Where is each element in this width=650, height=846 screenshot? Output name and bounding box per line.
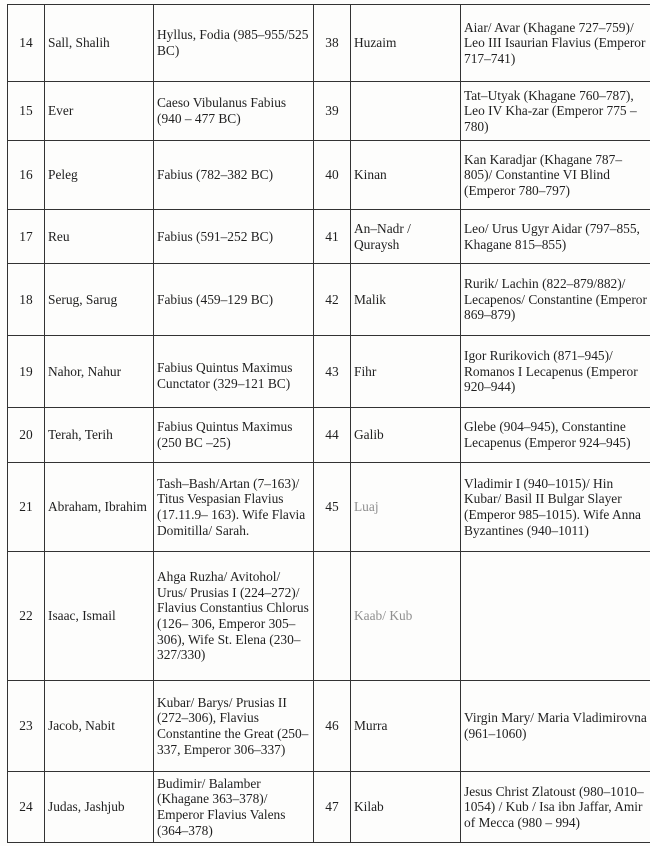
biblical-name: Isaac, Ismail [45,552,154,681]
table-row [8,5,650,82]
arabic-name: Kinan [351,141,461,210]
arabic-name: An–Nadr / Quraysh [351,210,461,264]
historical-identity: Glebe (904–945), Constantine Lecapenus (Emperor 924–945) [461,408,650,463]
generation-number: 42 [314,264,351,336]
historical-identity: Kubar/ Barys/ Prusias II (272–306), Flavius Constantine the Great (250–337, Emperor 306–337) [154,681,314,772]
biblical-name: Peleg [45,141,154,210]
biblical-name: Abraham, Ibrahim [45,463,154,552]
table-row [8,681,650,772]
biblical-name: Serug, Sarug [45,264,154,336]
historical-identity: Budimir/ Balamber (Khagane 363–378)/ Emperor Flavius Valens (364–378) [154,772,314,843]
historical-identity: Fabius (591–252 BC) [154,210,314,264]
arabic-name: Malik [351,264,461,336]
generation-number: 16 [8,141,45,210]
historical-identity: Hyllus, Fodia (985–955/525 BC) [154,5,314,82]
table-row [8,82,650,141]
arabic-name: Luaj [351,463,461,552]
table-row [8,210,650,264]
historical-identity: Kan Karadjar (Khagane 787–805)/ Constantine VI Blind (Emperor 780–797) [461,141,650,210]
historical-identity: Fabius (782–382 BC) [154,141,314,210]
table-row [8,336,650,408]
biblical-name: Nahor, Nahur [45,336,154,408]
biblical-name: Judas, Jashjub [45,772,154,843]
generation-number: 47 [314,772,351,843]
generation-number: 22 [8,552,45,681]
generation-number: 15 [8,82,45,141]
generation-number: 14 [8,5,45,82]
generation-number: 20 [8,408,45,463]
historical-identity: Tash–Bash/Artan (7–163)/ Titus Vespasian Flavius (17.11.9– 163). Wife Flavia Domitilla/ Sarah. [154,463,314,552]
generation-number: 18 [8,264,45,336]
arabic-name: Huzaim [351,5,461,82]
table-row [8,264,650,336]
generation-number: 43 [314,336,351,408]
arabic-name [351,82,461,141]
biblical-name: Sall, Shalih [45,5,154,82]
table-row [8,463,650,552]
arabic-name: Fihr [351,336,461,408]
arabic-name: Galib [351,408,461,463]
generation-number: 24 [8,772,45,843]
table-row [8,552,650,681]
generation-number: 23 [8,681,45,772]
historical-identity: Aiar/ Avar (Khagane 727–759)/ Leo III Isaurian Flavius (Emperor 717–741) [461,5,650,82]
table-row [8,408,650,463]
generation-number: 39 [314,82,351,141]
generation-number: 40 [314,141,351,210]
genealogy-table [7,4,650,843]
historical-identity: Fabius (459–129 BC) [154,264,314,336]
arabic-name: Kilab [351,772,461,843]
historical-identity: Virgin Mary/ Maria Vladimirovna (961–1060) [461,681,650,772]
historical-identity [461,552,650,681]
table-row [8,772,650,843]
historical-identity: Rurik/ Lachin (822–879/882)/ Lecapenos/ Constantine (Emperor 869–879) [461,264,650,336]
generation-number: 17 [8,210,45,264]
generation-number: 45 [314,463,351,552]
table-row [8,141,650,210]
biblical-name: Terah, Terih [45,408,154,463]
generation-number: 21 [8,463,45,552]
generation-number: 41 [314,210,351,264]
historical-identity: Fabius Quintus Maximus (250 BC –25) [154,408,314,463]
arabic-name: Murra [351,681,461,772]
historical-identity: Fabius Quintus Maximus Cunctator (329–121 BC) [154,336,314,408]
generation-number: 38 [314,5,351,82]
generation-number: 44 [314,408,351,463]
generation-number [314,552,351,681]
historical-identity: Jesus Christ Zlatoust (980–1010–1054) / Kub / Isa ibn Jaffar, Amir of Mecca (980 – 994) [461,772,650,843]
biblical-name: Jacob, Nabit [45,681,154,772]
arabic-name: Kaab/ Kub [351,552,461,681]
biblical-name: Ever [45,82,154,141]
historical-identity: Ahga Ruzha/ Avitohol/ Urus/ Prusias I (224–272)/ Flavius Constantius Chlorus (126– 306, Emperor 305–306), Wife St. Elena (230–327/330) [154,552,314,681]
biblical-name: Reu [45,210,154,264]
generation-number: 46 [314,681,351,772]
historical-identity: Caeso Vibulanus Fabius (940 – 477 BC) [154,82,314,141]
historical-identity: Vladimir I (940–1015)/ Hin Kubar/ Basil II Bulgar Slayer (Emperor 985–1015). Wife Anna Byzantines (940–1011) [461,463,650,552]
historical-identity: Leo/ Urus Ugyr Aidar (797–855, Khagane 815–855) [461,210,650,264]
generation-number: 19 [8,336,45,408]
historical-identity: Igor Rurikovich (871–945)/ Romanos I Lecapenus (Emperor 920–944) [461,336,650,408]
historical-identity: Tat–Utyak (Khagane 760–787), Leo IV Kha-zar (Emperor 775 – 780) [461,82,650,141]
